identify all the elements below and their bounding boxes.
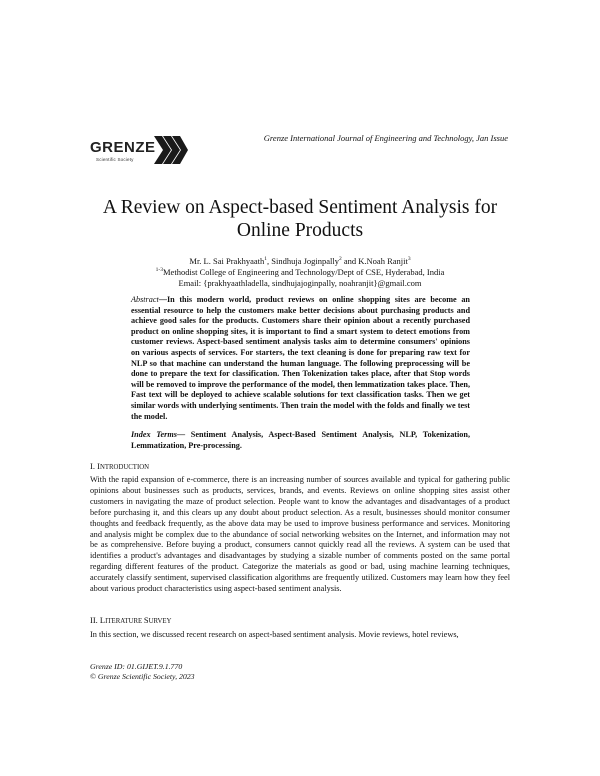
section-rest: URVEY bbox=[148, 618, 172, 625]
section-rest: NTRODUCTION bbox=[99, 464, 150, 471]
grenze-id: Grenze ID: 01.GIJET.9.1.770 bbox=[90, 662, 183, 671]
author-3-sup: 3 bbox=[407, 256, 411, 263]
journal-line: Grenze International Journal of Engineering and Technology, Jan Issue bbox=[263, 133, 508, 143]
abstract-label: Abstract bbox=[131, 295, 159, 304]
section-number: II. bbox=[90, 615, 100, 625]
email: Email: {prakhyaathladella, sindhujajoginpally, noahranjit}@gmail.com bbox=[178, 278, 422, 288]
author-2-sup: 2 bbox=[339, 256, 342, 263]
author-1-sup: 1 bbox=[264, 256, 267, 263]
author-3: K.Noah Ranjit bbox=[358, 256, 408, 266]
grenze-logo bbox=[90, 133, 190, 173]
affiliation bbox=[80, 267, 520, 278]
author-block bbox=[80, 256, 520, 289]
index-terms bbox=[131, 430, 470, 451]
affiliation-sup: 1-3 bbox=[155, 267, 163, 274]
footer bbox=[90, 662, 195, 682]
section-initial: S bbox=[143, 615, 149, 625]
literature-paragraph: In this section, we discussed recent research on aspect-based sentiment analysis. Movie reviews, hotel reviews, bbox=[90, 630, 459, 639]
paper-title: A Review on Aspect-based Sentiment Analysis for Online Products bbox=[102, 197, 498, 241]
logo-subtitle: Scientific Society bbox=[96, 157, 134, 162]
abstract bbox=[131, 295, 470, 422]
abstract-text: —In this modern world, product reviews on online shopping sites are become an essential resource to help the customers make better decisions about purchasing products and achieve good sales for the products. Customers share their opinion about a recently purchased product on online shopping sites, it is important to find a smart system to detect emotions from customer reviews. Aspect-based sentiment analysis tasks aim to determine consumers' opinions on various aspects of services. For starters, the text cleaning is done for preparing raw text for NLP so that machine can understand the human language. The following preprocessing will be done to prepare the text for classification. Then Tokenization takes place, after that Stop words will be removed to improve the performance of the model, then lemmatization takes place. Then, Fast text will be deployed to achieve scalable solutions for text classification tasks. Then we get similar words with underlying sentiments. Then train the model with the folds and finally we test the model. bbox=[131, 295, 470, 421]
index-terms-label: Index Terms bbox=[131, 430, 177, 439]
affiliation-text: Methodist College of Engineering and Technology/Dept of CSE, Hyderabad, India bbox=[163, 267, 445, 277]
author-sep-1: , bbox=[266, 256, 272, 266]
section-rest: ITERATURE bbox=[105, 618, 144, 625]
index-terms-text: — Sentiment Analysis, Aspect-Based Sentiment Analysis, NLP, Tokenization, Lemmatization, Pre-processing. bbox=[131, 430, 471, 450]
author-2: Sindhuja Joginpally bbox=[271, 256, 339, 266]
author-names bbox=[80, 256, 520, 267]
logo-wordmark: GRENZE bbox=[90, 139, 156, 156]
chevrons-icon bbox=[154, 134, 188, 166]
section-heading-intro bbox=[90, 461, 149, 471]
intro-paragraph: With the rapid expansion of e-commerce, there is an increasing number of sources available and typical for gathering public opinions about businesses such as products, services, brands, and events. Reviews on online shopping sites assist other customers in navigating the maze of product selection. People want to know the advantages and disadvantages of a product before purchasing it, and this clears up any doubt about product selection. As a result, businesses should monitor consumer thoughts and feedback frequently, as the above data may be used to improve business performance and services. Monitoring and analysis might be complex due to the abundance of social networking websites on the Internet, and information may not be as comprehensive. Before buying a product, consumers cannot quickly read all the reviews. A system can be used that identifies a product's advantages and disadvantages by studying a sizable number of comments posted on the same portal regarding different features of the product. Categorize the materials as good or bad, using machine learning techniques, accurately classify sentiment, supervised classification algorithms are frequently utilized. Customers may learn how they feel about various product characteristics using aspect-based sentiment analysis. bbox=[90, 475, 510, 594]
author-sep-2: and bbox=[341, 256, 359, 266]
section-heading-literature bbox=[90, 615, 171, 625]
section-number: I. bbox=[90, 461, 98, 471]
section-initial: I bbox=[97, 461, 100, 471]
author-1: Mr. L. Sai Prakhyaath bbox=[189, 256, 265, 266]
copyright: © Grenze Scientific Society, 2023 bbox=[90, 672, 195, 681]
section-initial: L bbox=[99, 615, 106, 625]
